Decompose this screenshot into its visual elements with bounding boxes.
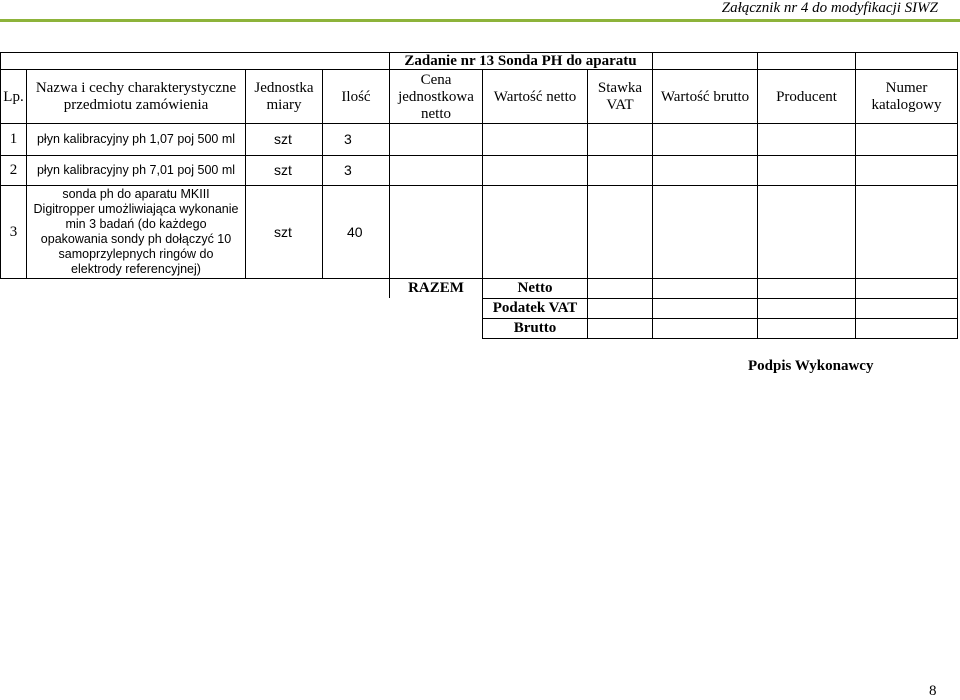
row-1-qty: 3 bbox=[344, 131, 352, 147]
row-3-lp: 3 bbox=[9, 223, 18, 240]
col-header-lp: Lp. bbox=[3, 88, 24, 105]
col-header-qty: Ilość bbox=[341, 88, 371, 105]
col-header-unit: Jednostka miary bbox=[254, 80, 314, 113]
row-3-unit: szt bbox=[274, 223, 292, 240]
col-header-catalog-no: Numer katalogowy bbox=[871, 80, 942, 113]
col-header-net-value: Wartość netto bbox=[493, 88, 577, 105]
row-2-name: płyn kalibracyjny ph 7,01 poj 500 ml bbox=[36, 163, 236, 177]
row-2-lp: 2 bbox=[9, 162, 18, 178]
row-2-qty: 3 bbox=[344, 162, 352, 178]
document-header-title: Załącznik nr 4 do modyfikacji SIWZ bbox=[721, 0, 938, 16]
col-header-vat-rate: Stawka VAT bbox=[597, 80, 643, 113]
col-header-gross-value: Wartość brutto bbox=[660, 88, 750, 105]
col-header-name: Nazwa i cechy charakterystyczne przedmiotu zamówienia bbox=[35, 80, 237, 113]
summary-brutto-label: Brutto bbox=[513, 320, 557, 336]
col-header-unit-price: Cena jednostkowa netto bbox=[398, 71, 474, 122]
row-3-name: sonda ph do aparatu MKIII Digitropper umożliwiająca wykonanie min 3 badań (do każdego opakowania sondy ph dołączyć 10 samoprzylepnych ringów do elektrody referencyjnej) bbox=[33, 187, 239, 276]
signature-label: Podpis Wykonawcy bbox=[748, 358, 874, 374]
row-1-name: płyn kalibracyjny ph 1,07 poj 500 ml bbox=[36, 132, 236, 146]
summary-vat-label: Podatek VAT bbox=[492, 300, 578, 316]
row-3-qty: 40 bbox=[347, 223, 363, 240]
row-1-unit: szt bbox=[274, 131, 292, 147]
row-2-unit: szt bbox=[274, 162, 292, 178]
summary-razem-label: RAZEM bbox=[408, 280, 464, 296]
summary-netto-label: Netto bbox=[517, 280, 553, 296]
page-number: 8 bbox=[929, 683, 937, 699]
col-header-producer: Producent bbox=[776, 88, 837, 105]
table-title: Zadanie nr 13 Sonda PH do aparatu bbox=[404, 53, 637, 69]
row-1-lp: 1 bbox=[9, 131, 18, 147]
